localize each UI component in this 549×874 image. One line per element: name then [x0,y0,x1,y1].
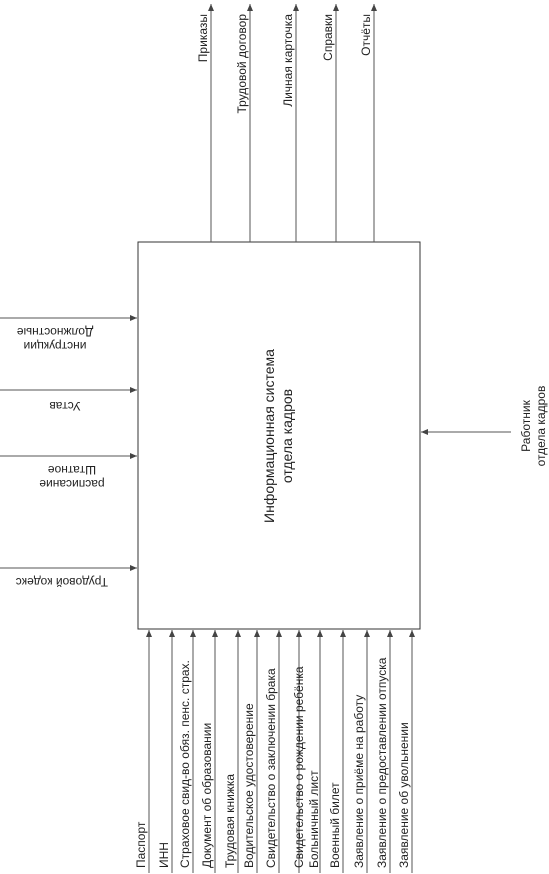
control-label-line1: Должностные [16,325,94,339]
output-label: Приказы [196,14,210,63]
input-label: Заявление об увольнении [397,722,411,868]
control-label-line1: Устав [49,399,81,413]
output-label: Отчёты [359,14,373,56]
control-label-line1: Трудовой кодекс [15,575,108,589]
input-label: Заявление о приёме на работу [352,694,366,868]
input-label: Свидетельство о заключении брака [264,668,278,868]
input-label: Заявление о предоставлении отпуска [375,657,389,868]
control-label-line1: Штатное [47,463,97,477]
input-label: Больничный лист [307,770,321,868]
process-title-line1: Информационная система [261,349,277,523]
mechanism-label-line2: отдела кадров [534,385,548,467]
mechanism-group [421,386,548,467]
input-label: Водительское удостоверение [242,703,256,868]
control-label-line2: расписание [39,477,105,491]
input-label: Страховое свид-во обяз. пенс. страх. [178,660,192,868]
input-label: Свидетельство о рождении ребёнка [292,666,306,868]
inputs-group [134,630,412,873]
input-label: ИНН [157,842,171,868]
input-label: Военный билет [328,782,342,868]
output-label: Трудовой договор [235,14,249,114]
input-label: Документ об образовании [200,722,214,868]
input-label: Трудовая книжка [223,773,237,868]
control-label-line2: инструкции [23,339,87,353]
input-label: Паспорт [134,821,148,868]
outputs-group [196,4,374,242]
output-label: Справки [321,14,335,61]
process-title-line2: отдела кадров [279,388,295,484]
controls-group [0,318,137,589]
output-label: Личная карточка [281,14,295,107]
mechanism-label-line1: Работник [519,400,533,452]
